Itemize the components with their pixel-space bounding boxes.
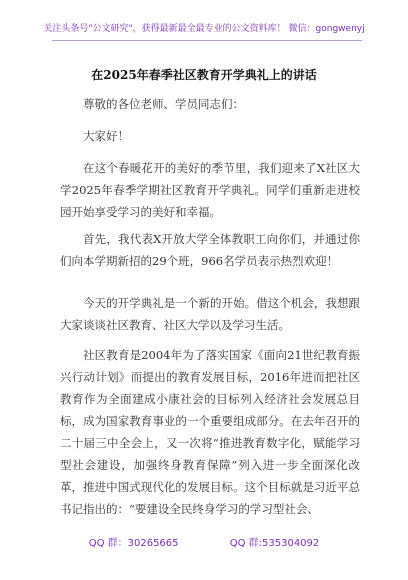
document-title: 在2025年春季社区教育开学典礼上的讲话 — [91, 68, 317, 82]
paragraph-3: 今天的开学典礼是一个新的开始。借这个机会，我想跟大家谈谈社区教育、社区大学以及学习生活。 — [60, 296, 360, 332]
footer-qq-group-2: QQ 群:535304092 — [229, 538, 320, 549]
salutation: 尊敬的各位老师、学员同志们： — [83, 97, 244, 111]
footer-qq-group-1: QQ 群：30265665 — [88, 538, 179, 549]
paragraph-2: 首先，我代表X开放大学全体教职工向你们，并通过你们向本学期新招的29个班，966名学员表示热烈欢迎！ — [60, 232, 360, 268]
header-divider — [52, 40, 362, 41]
header-note: 关注头条号"公文研究"，获得最新最全最专业的公文资料库！ 微信：gongwenyj — [43, 24, 365, 34]
paragraph-1: 在这个春暖花开的美好的季节里，我们迎来了X社区大学2025年春季学期社区教育开学典礼。同学们重新走进校园开始享受学习的美好和幸福。 — [60, 161, 360, 219]
greeting: 大家好！ — [83, 129, 129, 143]
footer — [0, 534, 408, 549]
paragraph-4: 社区教育是2004年为了落实国家《面向21世纪教育振兴行动计划》而提出的教育发展目标，2016年进而把社区教育作为全面建成小康社会的目标列入经济社会发展总目标，成为国家教育事业的一个重要组成部分。在去年召开的二十届三中全会上，又一次将“推进教育数字化，赋能学习型社会建设，加强终身教育保障”列入进一步全面深化改革，推进中国式现代化的发展目标。这个目标就是习近平总书记指出的：“要建设全民终身学习的学习型社会、 — [60, 348, 360, 516]
